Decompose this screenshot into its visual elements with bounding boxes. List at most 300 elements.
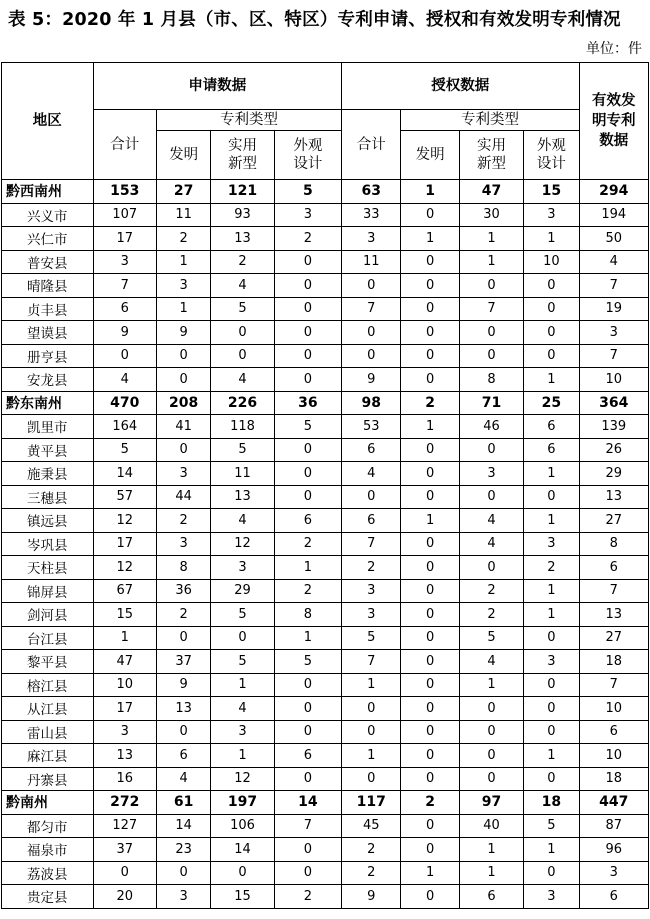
- apply-design-cell: 0: [274, 462, 341, 486]
- region-cell: 荔波县: [2, 861, 94, 885]
- grant-design-cell: 3: [524, 203, 579, 227]
- grant-total-cell: 33: [342, 203, 401, 227]
- apply-invention-cell: 27: [156, 180, 210, 204]
- grant-design-cell: 1: [524, 579, 579, 603]
- region-cell: 榕江县: [2, 673, 94, 697]
- apply-design-cell: 6: [274, 744, 341, 768]
- grant-total-cell: 117: [342, 791, 401, 815]
- grant-invention-cell: 0: [401, 885, 459, 909]
- apply-total-cell: 14: [93, 462, 156, 486]
- unit-label: 单位：件: [586, 41, 642, 57]
- grant-invention-cell: 0: [401, 297, 459, 321]
- grant-total-cell: 0: [342, 697, 401, 721]
- apply-invention-cell: 2: [156, 603, 210, 627]
- region-cell: 岑巩县: [2, 532, 94, 556]
- grant-utility-cell: 0: [459, 321, 523, 345]
- valid-invention-cell: 6: [579, 720, 648, 744]
- grant-utility-cell: 71: [459, 391, 523, 415]
- apply-design-cell: 2: [274, 532, 341, 556]
- apply-total-cell: 15: [93, 603, 156, 627]
- table-row: [2, 814, 649, 838]
- apply-utility-cell: 3: [211, 556, 274, 580]
- valid-invention-cell: 27: [579, 626, 648, 650]
- grant-invention-cell: 0: [401, 532, 459, 556]
- table-row: [2, 297, 649, 321]
- apply-design-cell: 0: [274, 438, 341, 462]
- grant-utility-cell: 0: [459, 556, 523, 580]
- table-row: [2, 274, 649, 298]
- valid-invention-cell: 13: [579, 603, 648, 627]
- grant-utility-cell: 0: [459, 344, 523, 368]
- table-row: [2, 203, 649, 227]
- apply-utility-cell: 4: [211, 368, 274, 392]
- grant-design-cell: 1: [524, 368, 579, 392]
- apply-total-cell: 470: [93, 391, 156, 415]
- apply-total-cell: 20: [93, 885, 156, 909]
- header-grant-group: 授权数据: [342, 63, 579, 110]
- apply-total-cell: 153: [93, 180, 156, 204]
- region-cell: 安龙县: [2, 368, 94, 392]
- apply-design-cell: 0: [274, 697, 341, 721]
- grant-invention-cell: 0: [401, 767, 459, 791]
- apply-invention-cell: 3: [156, 274, 210, 298]
- grant-invention-cell: 0: [401, 720, 459, 744]
- apply-total-cell: 3: [93, 250, 156, 274]
- valid-invention-cell: 50: [579, 227, 648, 251]
- grant-invention-cell: 0: [401, 462, 459, 486]
- apply-design-cell: 5: [274, 650, 341, 674]
- apply-total-cell: 12: [93, 509, 156, 533]
- apply-invention-cell: 4: [156, 767, 210, 791]
- apply-utility-cell: 5: [211, 438, 274, 462]
- apply-invention-cell: 1: [156, 297, 210, 321]
- prefecture-row: [2, 791, 649, 815]
- valid-invention-cell: 29: [579, 462, 648, 486]
- valid-invention-cell: 6: [579, 885, 648, 909]
- grant-design-cell: 0: [524, 274, 579, 298]
- apply-invention-cell: 0: [156, 344, 210, 368]
- grant-utility-cell: 1: [459, 838, 523, 862]
- apply-total-cell: 17: [93, 227, 156, 251]
- valid-invention-cell: 7: [579, 579, 648, 603]
- region-cell: 黄平县: [2, 438, 94, 462]
- grant-invention-cell: 0: [401, 697, 459, 721]
- header-grant-design: [524, 131, 579, 180]
- grant-utility-cell: 2: [459, 603, 523, 627]
- grant-utility-cell: 4: [459, 650, 523, 674]
- table-row: [2, 838, 649, 862]
- apply-invention-cell: 37: [156, 650, 210, 674]
- valid-invention-cell: 7: [579, 344, 648, 368]
- region-cell: 黔西南州: [2, 180, 94, 204]
- region-cell: 锦屏县: [2, 579, 94, 603]
- table-row: [2, 438, 649, 462]
- grant-design-cell: 1: [524, 462, 579, 486]
- apply-invention-cell: 0: [156, 438, 210, 462]
- region-cell: 贞丰县: [2, 297, 94, 321]
- grant-utility-cell: 1: [459, 673, 523, 697]
- grant-design-cell: 3: [524, 532, 579, 556]
- header-apply-invention: 发明: [156, 131, 210, 180]
- apply-utility-cell: 106: [211, 814, 274, 838]
- header-apply-group: 申请数据: [93, 63, 342, 110]
- grant-total-cell: 0: [342, 767, 401, 791]
- apply-invention-cell: 13: [156, 697, 210, 721]
- apply-total-cell: 37: [93, 838, 156, 862]
- apply-total-cell: 47: [93, 650, 156, 674]
- grant-total-cell: 3: [342, 227, 401, 251]
- grant-design-cell: 3: [524, 885, 579, 909]
- grant-total-cell: 0: [342, 720, 401, 744]
- valid-invention-cell: 364: [579, 391, 648, 415]
- table-row: [2, 626, 649, 650]
- apply-design-cell: 36: [274, 391, 341, 415]
- table-row: [2, 321, 649, 345]
- valid-invention-cell: 3: [579, 321, 648, 345]
- grant-total-cell: 2: [342, 838, 401, 862]
- apply-total-cell: 1: [93, 626, 156, 650]
- apply-utility-cell: 121: [211, 180, 274, 204]
- grant-design-cell: 0: [524, 321, 579, 345]
- apply-invention-cell: 0: [156, 626, 210, 650]
- grant-design-cell: 0: [524, 767, 579, 791]
- grant-utility-cell: 0: [459, 720, 523, 744]
- apply-total-cell: 5: [93, 438, 156, 462]
- header-region: 地区: [2, 63, 94, 180]
- apply-invention-cell: 0: [156, 368, 210, 392]
- region-cell: 天柱县: [2, 556, 94, 580]
- table-row: [2, 368, 649, 392]
- apply-invention-cell: 41: [156, 415, 210, 439]
- header-apply-total: 合计: [93, 110, 156, 180]
- apply-design-cell: 0: [274, 250, 341, 274]
- grant-total-cell: 6: [342, 509, 401, 533]
- apply-invention-cell: 23: [156, 838, 210, 862]
- apply-invention-cell: 1: [156, 250, 210, 274]
- apply-utility-cell: 3: [211, 720, 274, 744]
- grant-total-cell: 3: [342, 603, 401, 627]
- grant-utility-cell: 8: [459, 368, 523, 392]
- apply-invention-cell: 11: [156, 203, 210, 227]
- apply-utility-cell: 226: [211, 391, 274, 415]
- header-valid-invention: [579, 63, 648, 180]
- grant-total-cell: 1: [342, 673, 401, 697]
- region-cell: 丹寨县: [2, 767, 94, 791]
- region-cell: 福泉市: [2, 838, 94, 862]
- grant-total-cell: 98: [342, 391, 401, 415]
- region-cell: 兴仁市: [2, 227, 94, 251]
- apply-total-cell: 3: [93, 720, 156, 744]
- apply-total-cell: 7: [93, 274, 156, 298]
- region-cell: 望谟县: [2, 321, 94, 345]
- apply-total-cell: 0: [93, 861, 156, 885]
- grant-design-cell: 6: [524, 438, 579, 462]
- valid-invention-cell: 18: [579, 767, 648, 791]
- table-row: [2, 227, 649, 251]
- grant-total-cell: 9: [342, 885, 401, 909]
- region-cell: 黔南州: [2, 791, 94, 815]
- table-row: [2, 250, 649, 274]
- apply-design-cell: 8: [274, 603, 341, 627]
- header-grant-design-label: 外观设计: [536, 138, 566, 172]
- grant-total-cell: 3: [342, 579, 401, 603]
- table-row: [2, 885, 649, 909]
- grant-total-cell: 2: [342, 556, 401, 580]
- table-row: [2, 344, 649, 368]
- apply-total-cell: 0: [93, 344, 156, 368]
- grant-invention-cell: 0: [401, 650, 459, 674]
- apply-utility-cell: 29: [211, 579, 274, 603]
- prefecture-row: [2, 180, 649, 204]
- apply-design-cell: 14: [274, 791, 341, 815]
- apply-invention-cell: 6: [156, 744, 210, 768]
- valid-invention-cell: 4: [579, 250, 648, 274]
- valid-invention-cell: 96: [579, 838, 648, 862]
- apply-total-cell: 12: [93, 556, 156, 580]
- grant-invention-cell: 0: [401, 814, 459, 838]
- grant-utility-cell: 5: [459, 626, 523, 650]
- grant-design-cell: 5: [524, 814, 579, 838]
- grant-utility-cell: 0: [459, 767, 523, 791]
- grant-invention-cell: 0: [401, 368, 459, 392]
- region-cell: 雷山县: [2, 720, 94, 744]
- apply-utility-cell: 93: [211, 203, 274, 227]
- grant-design-cell: 2: [524, 556, 579, 580]
- apply-utility-cell: 0: [211, 861, 274, 885]
- grant-utility-cell: 7: [459, 297, 523, 321]
- valid-invention-cell: 7: [579, 673, 648, 697]
- grant-invention-cell: 2: [401, 391, 459, 415]
- header-grant-utility-label: 实用新型: [476, 138, 506, 172]
- apply-utility-cell: 4: [211, 274, 274, 298]
- grant-design-cell: 0: [524, 626, 579, 650]
- grant-invention-cell: 2: [401, 791, 459, 815]
- grant-invention-cell: 0: [401, 673, 459, 697]
- apply-total-cell: 13: [93, 744, 156, 768]
- grant-invention-cell: 0: [401, 626, 459, 650]
- apply-total-cell: 16: [93, 767, 156, 791]
- grant-utility-cell: 0: [459, 744, 523, 768]
- apply-total-cell: 67: [93, 579, 156, 603]
- region-cell: 晴隆县: [2, 274, 94, 298]
- table-row: [2, 697, 649, 721]
- grant-utility-cell: 40: [459, 814, 523, 838]
- grant-invention-cell: 1: [401, 227, 459, 251]
- grant-total-cell: 7: [342, 532, 401, 556]
- region-cell: 台江县: [2, 626, 94, 650]
- grant-design-cell: 3: [524, 650, 579, 674]
- apply-utility-cell: 5: [211, 650, 274, 674]
- apply-design-cell: 5: [274, 415, 341, 439]
- apply-utility-cell: 14: [211, 838, 274, 862]
- grant-invention-cell: 0: [401, 603, 459, 627]
- grant-design-cell: 0: [524, 673, 579, 697]
- valid-invention-cell: 294: [579, 180, 648, 204]
- grant-total-cell: 9: [342, 368, 401, 392]
- table-row: [2, 415, 649, 439]
- grant-invention-cell: 0: [401, 744, 459, 768]
- apply-total-cell: 6: [93, 297, 156, 321]
- region-cell: 黎平县: [2, 650, 94, 674]
- apply-utility-cell: 1: [211, 673, 274, 697]
- prefecture-row: [2, 391, 649, 415]
- apply-total-cell: 10: [93, 673, 156, 697]
- grant-design-cell: 1: [524, 838, 579, 862]
- table-row: [2, 673, 649, 697]
- valid-invention-cell: 6: [579, 556, 648, 580]
- valid-invention-cell: 3: [579, 861, 648, 885]
- region-cell: 凯里市: [2, 415, 94, 439]
- grant-invention-cell: 1: [401, 180, 459, 204]
- apply-design-cell: 0: [274, 861, 341, 885]
- grant-invention-cell: 0: [401, 250, 459, 274]
- grant-design-cell: 0: [524, 697, 579, 721]
- table-header: [2, 63, 649, 180]
- grant-utility-cell: 0: [459, 438, 523, 462]
- grant-design-cell: 10: [524, 250, 579, 274]
- valid-invention-cell: 10: [579, 697, 648, 721]
- apply-total-cell: 9: [93, 321, 156, 345]
- region-cell: 麻江县: [2, 744, 94, 768]
- valid-invention-cell: 194: [579, 203, 648, 227]
- valid-invention-cell: 18: [579, 650, 648, 674]
- apply-total-cell: 17: [93, 697, 156, 721]
- valid-invention-cell: 7: [579, 274, 648, 298]
- apply-design-cell: 0: [274, 767, 341, 791]
- apply-design-cell: 5: [274, 180, 341, 204]
- header-grant-total: 合计: [342, 110, 401, 180]
- apply-design-cell: 0: [274, 297, 341, 321]
- grant-invention-cell: 0: [401, 274, 459, 298]
- grant-invention-cell: 0: [401, 438, 459, 462]
- grant-utility-cell: 4: [459, 509, 523, 533]
- grant-design-cell: 0: [524, 485, 579, 509]
- table-row: [2, 532, 649, 556]
- table-row: [2, 744, 649, 768]
- grant-utility-cell: 1: [459, 861, 523, 885]
- region-cell: 黔东南州: [2, 391, 94, 415]
- grant-design-cell: 0: [524, 344, 579, 368]
- grant-utility-cell: 46: [459, 415, 523, 439]
- grant-total-cell: 63: [342, 180, 401, 204]
- valid-invention-cell: 10: [579, 744, 648, 768]
- apply-design-cell: 0: [274, 344, 341, 368]
- header-grant-utility: [459, 131, 523, 180]
- apply-total-cell: 272: [93, 791, 156, 815]
- apply-utility-cell: 13: [211, 485, 274, 509]
- apply-invention-cell: 9: [156, 321, 210, 345]
- apply-design-cell: 0: [274, 368, 341, 392]
- valid-invention-cell: 10: [579, 368, 648, 392]
- apply-design-cell: 2: [274, 227, 341, 251]
- grant-total-cell: 7: [342, 297, 401, 321]
- apply-invention-cell: 208: [156, 391, 210, 415]
- apply-total-cell: 4: [93, 368, 156, 392]
- grant-invention-cell: 0: [401, 579, 459, 603]
- region-cell: 镇远县: [2, 509, 94, 533]
- grant-utility-cell: 30: [459, 203, 523, 227]
- grant-utility-cell: 0: [459, 274, 523, 298]
- apply-design-cell: 0: [274, 720, 341, 744]
- apply-total-cell: 164: [93, 415, 156, 439]
- apply-utility-cell: 5: [211, 297, 274, 321]
- grant-invention-cell: 1: [401, 861, 459, 885]
- apply-invention-cell: 2: [156, 227, 210, 251]
- grant-total-cell: 5: [342, 626, 401, 650]
- grant-utility-cell: 4: [459, 532, 523, 556]
- apply-invention-cell: 14: [156, 814, 210, 838]
- patent-statistics-table: [1, 62, 649, 909]
- apply-utility-cell: 4: [211, 509, 274, 533]
- valid-invention-cell: 27: [579, 509, 648, 533]
- table-row: [2, 509, 649, 533]
- grant-utility-cell: 1: [459, 250, 523, 274]
- apply-design-cell: 6: [274, 509, 341, 533]
- apply-total-cell: 17: [93, 532, 156, 556]
- apply-invention-cell: 61: [156, 791, 210, 815]
- valid-invention-cell: 447: [579, 791, 648, 815]
- apply-design-cell: 3: [274, 203, 341, 227]
- table-body: [2, 180, 649, 909]
- apply-utility-cell: 12: [211, 767, 274, 791]
- header-grant-invention: 发明: [401, 131, 459, 180]
- grant-total-cell: 53: [342, 415, 401, 439]
- region-cell: 都匀市: [2, 814, 94, 838]
- apply-design-cell: 2: [274, 885, 341, 909]
- region-cell: 兴义市: [2, 203, 94, 227]
- apply-invention-cell: 8: [156, 556, 210, 580]
- apply-design-cell: 0: [274, 673, 341, 697]
- apply-utility-cell: 4: [211, 697, 274, 721]
- grant-design-cell: 0: [524, 720, 579, 744]
- apply-utility-cell: 2: [211, 250, 274, 274]
- grant-utility-cell: 0: [459, 697, 523, 721]
- table-row: [2, 485, 649, 509]
- apply-utility-cell: 0: [211, 321, 274, 345]
- apply-invention-cell: 44: [156, 485, 210, 509]
- grant-total-cell: 0: [342, 485, 401, 509]
- grant-utility-cell: 6: [459, 885, 523, 909]
- grant-invention-cell: 0: [401, 485, 459, 509]
- grant-design-cell: 18: [524, 791, 579, 815]
- grant-utility-cell: 47: [459, 180, 523, 204]
- grant-invention-cell: 0: [401, 321, 459, 345]
- table-row: [2, 579, 649, 603]
- apply-invention-cell: 3: [156, 462, 210, 486]
- region-cell: 三穗县: [2, 485, 94, 509]
- grant-total-cell: 4: [342, 462, 401, 486]
- grant-total-cell: 1: [342, 744, 401, 768]
- table-row: [2, 650, 649, 674]
- region-cell: 册亨县: [2, 344, 94, 368]
- apply-design-cell: 2: [274, 579, 341, 603]
- apply-utility-cell: 11: [211, 462, 274, 486]
- region-cell: 施秉县: [2, 462, 94, 486]
- valid-invention-cell: 87: [579, 814, 648, 838]
- region-cell: 剑河县: [2, 603, 94, 627]
- apply-utility-cell: 15: [211, 885, 274, 909]
- valid-invention-cell: 8: [579, 532, 648, 556]
- grant-design-cell: 1: [524, 227, 579, 251]
- header-apply-patent-type: 专利类型: [156, 110, 341, 131]
- grant-design-cell: 0: [524, 297, 579, 321]
- grant-design-cell: 1: [524, 744, 579, 768]
- header-grant-patent-type: 专利类型: [401, 110, 579, 131]
- apply-invention-cell: 0: [156, 720, 210, 744]
- table-row: [2, 462, 649, 486]
- grant-design-cell: 6: [524, 415, 579, 439]
- apply-design-cell: 0: [274, 485, 341, 509]
